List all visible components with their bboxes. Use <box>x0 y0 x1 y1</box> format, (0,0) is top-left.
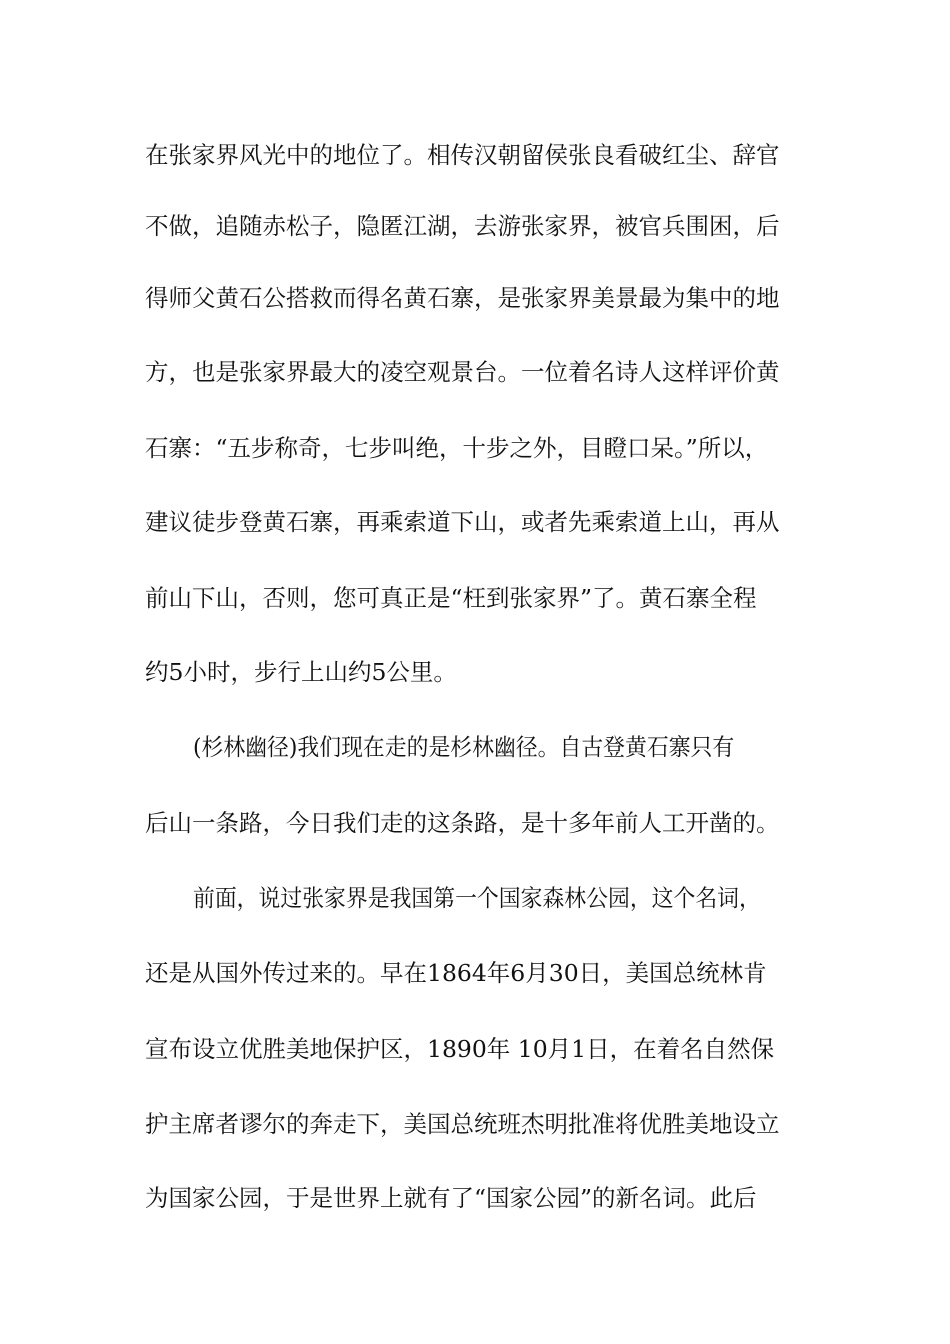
text-line: 建议徒步登黄石寨，再乘索道下山，或者先乘索道上山，再从 <box>145 508 780 536</box>
text-line: 石寨：“五步称奇，七步叫绝，十步之外，目瞪口呆。”所以， <box>145 434 769 462</box>
text-line: 护主席者谬尔的奔走下，美国总统班杰明批准将优胜美地设立 <box>145 1110 780 1138</box>
text-line: 还是从国外传过来的。早在1864年6月30日，美国总统林肯 <box>145 959 767 987</box>
text-line: 方，也是张家界最大的凌空观景台。一位着名诗人这样评价黄 <box>145 358 780 386</box>
text-line: 后山一条路，今日我们走的这条路，是十多年前人工开凿的。 <box>145 809 780 837</box>
text-line: 宣布设立优胜美地保护区，1890年 10月1日，在着名自然保 <box>145 1035 775 1063</box>
text-line: 约5小时，步行上山约5公里。 <box>145 658 457 686</box>
text-line: 前山下山，否则，您可真正是“枉到张家界”了。黄石寨全程 <box>145 584 757 612</box>
text-line: 为国家公园，于是世界上就有了“国家公园”的新名词。此后 <box>145 1184 757 1212</box>
text-line: 在张家界风光中的地位了。相传汉朝留侯张良看破红尘、辞官 <box>145 141 780 169</box>
text-line: 不做，追随赤松子，隐匿江湖，去游张家界，被官兵围困，后 <box>145 212 780 240</box>
text-line: 得师父黄石公搭救而得名黄石寨，是张家界美景最为集中的地 <box>145 284 780 312</box>
paragraph-start-line: (杉林幽径)我们现在走的是杉林幽径。自古登黄石寨只有 <box>193 733 735 761</box>
paragraph-start-line: 前面，说过张家界是我国第一个国家森林公园，这个名词， <box>193 884 761 912</box>
